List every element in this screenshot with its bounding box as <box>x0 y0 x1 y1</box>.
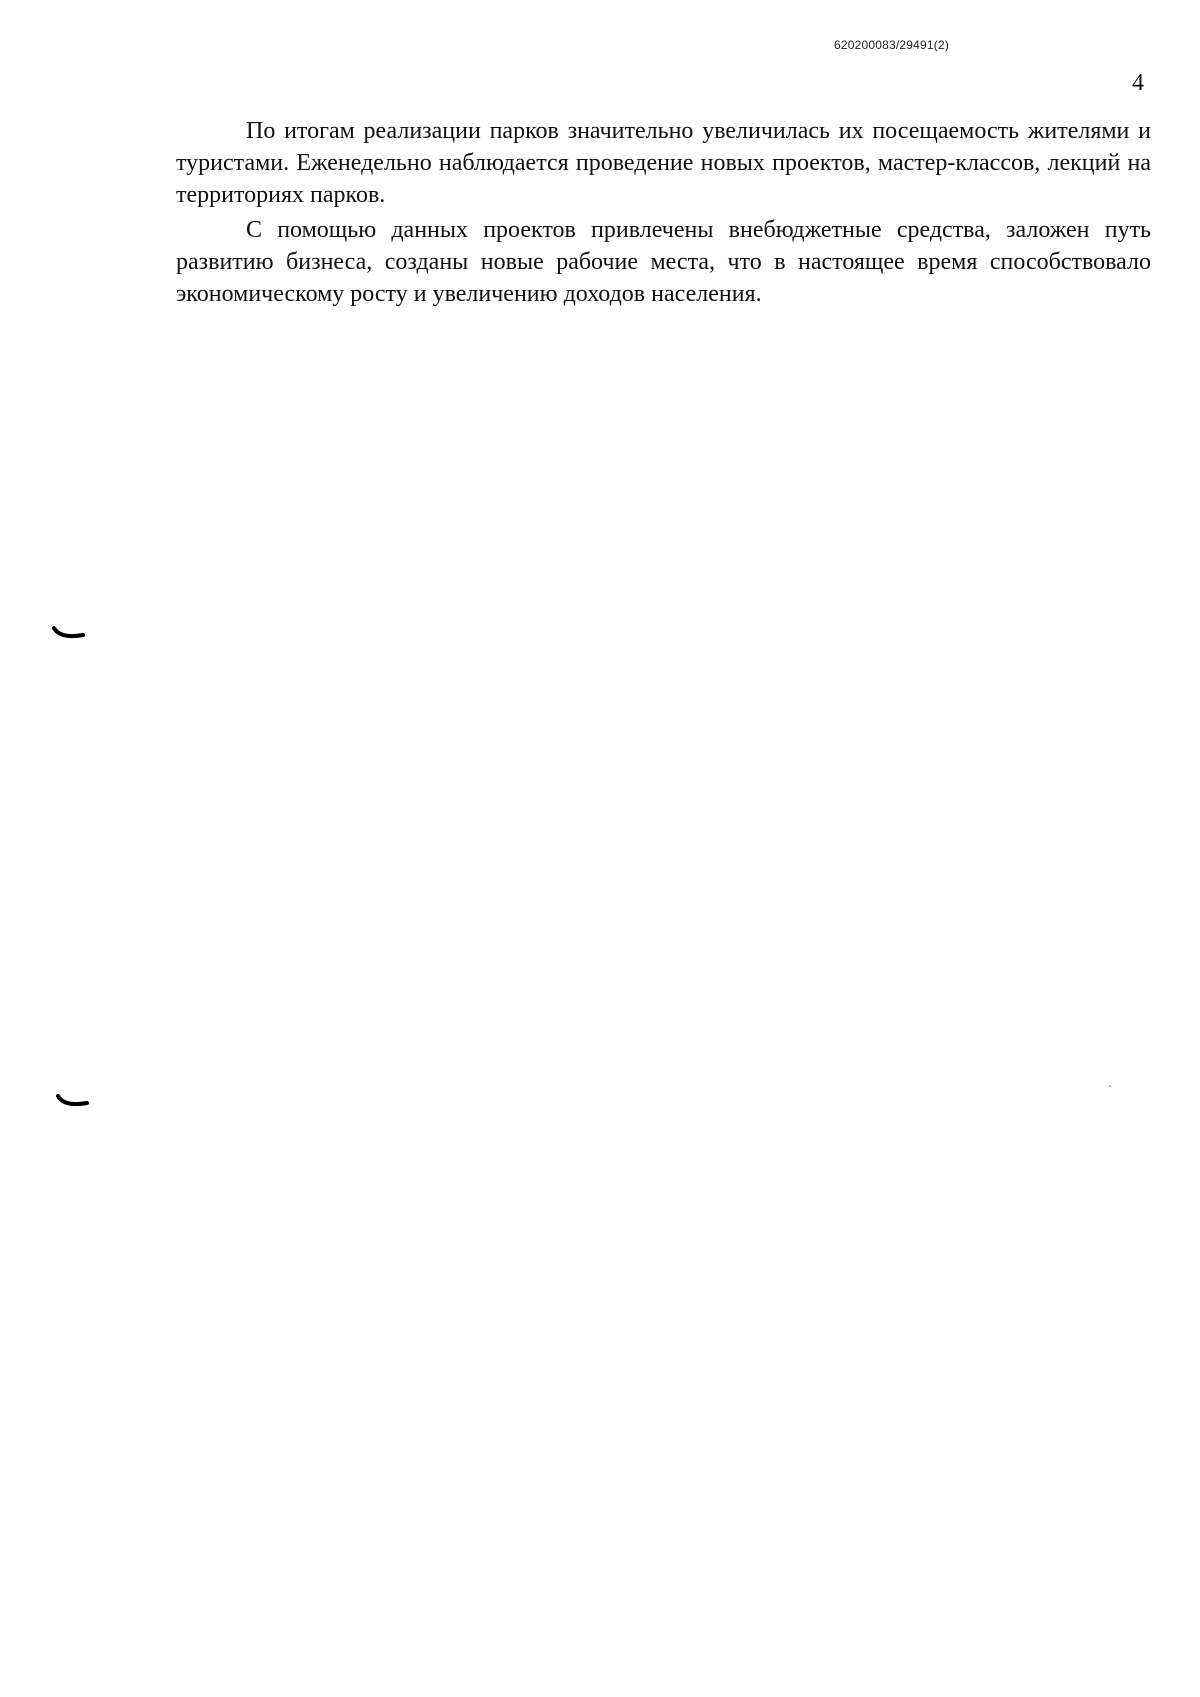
document-id: 620200083/29491(2) <box>834 38 950 52</box>
body-text <box>176 115 1151 310</box>
binder-hole-mark-icon <box>52 626 86 642</box>
paragraph-2: С помощью данных проектов привлечены внебюджетные средства, заложен путь развитию бизнеса, созданы новые рабочие места, что в настоящее время способствовало экономическому росту и увеличению доходов населения. <box>176 217 1151 307</box>
binder-hole-mark-icon <box>56 1094 90 1110</box>
scan-speck <box>1109 1085 1111 1087</box>
page-number: 4 <box>1132 70 1144 96</box>
paragraph-1: По итогам реализации парков значительно увеличилась их посещаемость жителями и туристами. Еженедельно наблюдается проведение новых проектов, мастер-классов, лекций на территориях парков. <box>176 118 1151 208</box>
